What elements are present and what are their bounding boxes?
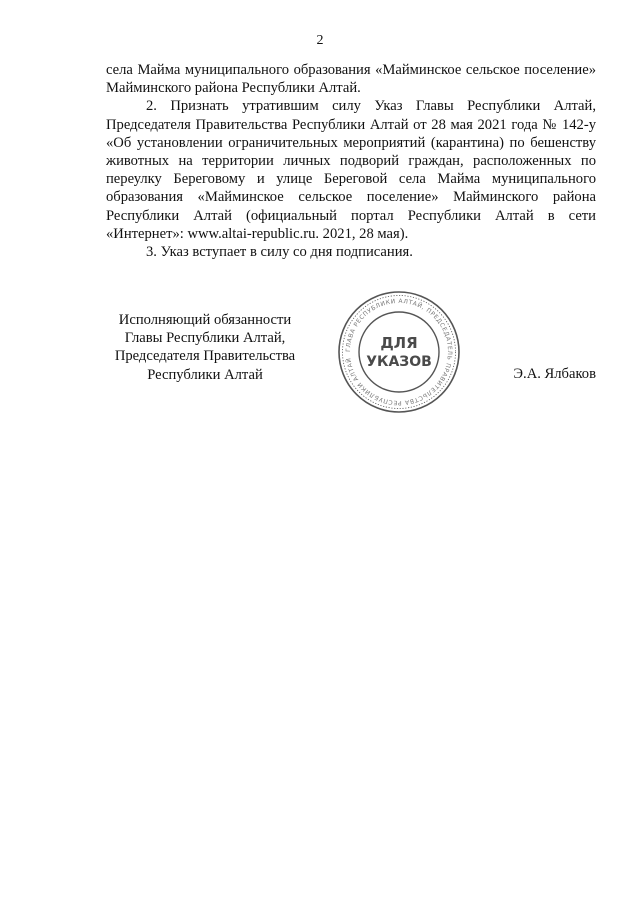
signatory-position <box>100 311 310 384</box>
position-line: Исполняющий обязанности <box>118 312 292 328</box>
position-line: Председателя Правительства <box>114 348 296 365</box>
position-line: Главы Республики Алтай, <box>124 330 286 347</box>
seal-center-line-2: УКАЗОВ <box>366 354 432 370</box>
seal-ring-text: ГЛАВА РЕСПУБЛИКИ АЛТАЙ, ПРЕДСЕДАТЕЛЬ ПРАВИТЕЛЬСТВА РЕСПУБЛИКИ АЛТАЙ <box>344 297 454 407</box>
paragraph-2: 2. Признать утратившим силу Указ Главы Республики Алтай, Председателя Правительства Республики Алтай от 28 мая 2021 года № 142-у «Об установлении ограничительных мероприятий (карантина) по бешенству животных на территории личных подворий граждан, расположенных по переулку Береговому и улице Береговой села Майма муниципального образования «Майминское сельское поселение» Майминского района Республики Алтай (официальный портал Республики Алтай в сети «Интернет»: www.altai-republic.ru. 2021, 28 мая). <box>106 98 596 242</box>
official-seal-stamp <box>337 290 461 414</box>
position-line: Республики Алтай <box>147 366 263 383</box>
paragraph-3: 3. Указ вступает в силу со дня подписания. <box>146 244 413 261</box>
seal-outer-ring <box>339 292 459 412</box>
paragraph-1: села Майма муниципального образования «Майминское сельское поселение» Майминского района Республики Алтай. <box>106 62 596 97</box>
signatory-name: Э.А. Ялбаков <box>513 366 596 382</box>
seal-inner-ring <box>359 312 439 392</box>
page-number: 2 <box>316 33 324 48</box>
document-body <box>106 61 596 261</box>
seal-center-line-1: ДЛЯ <box>380 334 418 352</box>
